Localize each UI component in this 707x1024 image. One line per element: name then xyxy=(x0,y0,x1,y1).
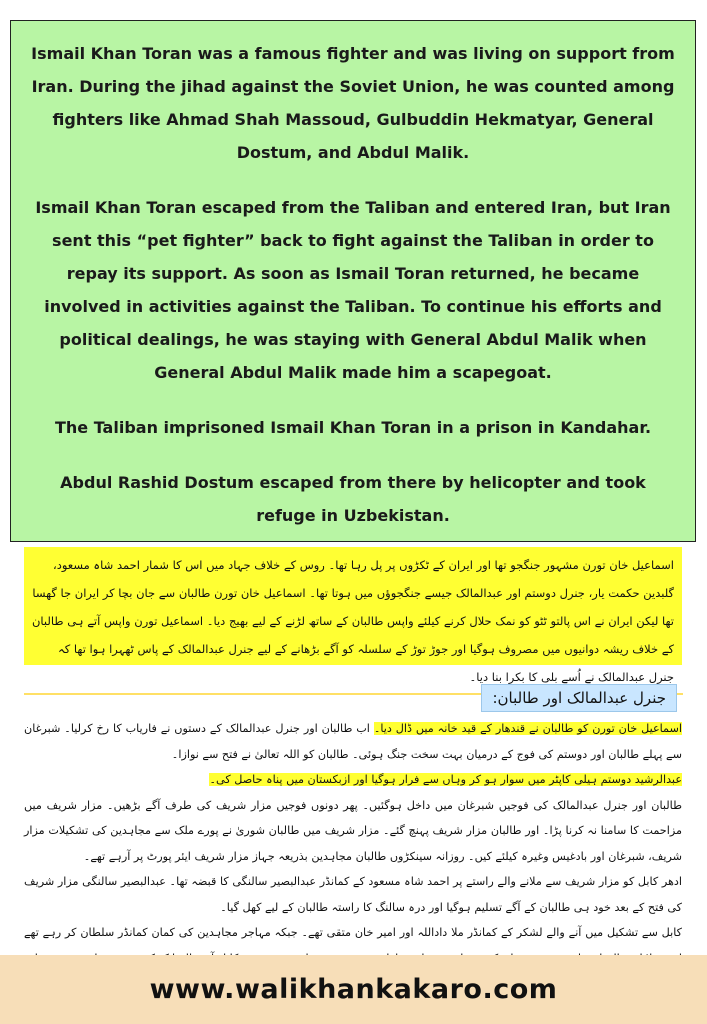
english-paragraph-4: Abdul Rashid Dostum escaped from there by helicopter and took refuge in Uzbekistan. xyxy=(60,473,646,525)
urdu-body-paragraph-3: طالبان اور جنرل عبدالمالک کی فوجیں شبرغان میں داخل ہوگئیں۔ پھر دونوں فوجیں مزار شریف کی طرف آگے بڑھیں۔ مزار شریف میں مزاحمت کا سامنا نہ کرنا پڑا۔ اور طالبان مزار شریف پہنچ گئے۔ مزار شریف میں طالبان شوریٰ نے پورے ملک سے مجاہدین کی تشکیلات مزار شریف، شبرغان اور بادغیس وغیرہ کیلئے کیں۔ روزانہ سینکڑوں طالبان مجاہدین بذریعہ جہاز مزار شریف ایئر پورٹ پر آرہے تھے۔ xyxy=(24,798,682,863)
urdu-body-paragraph-5: کابل سے تشکیل میں آنے والے لشکر کے کمانڈر ملا داداللہ اور امیر خان متقی تھے۔ جبکہ مہاجر مجاہدین کی کمان کمانڈر سلطان کر رہے تھے xyxy=(24,926,682,939)
english-paragraph-1: Ismail Khan Toran was a famous fighter and was living on support from Iran. During the jihad against the Soviet Union, he was counted among fighters like Ahmad Shah Massoud, Gulbuddin Hekmatyar, General Dostum, and Abdul Malik. xyxy=(31,44,675,162)
highlighted-sentence: اسماعیل خان تورن کو طالبان نے قندھار کے قید خانہ میں ڈال دیا۔ xyxy=(373,722,682,735)
footer-banner xyxy=(0,955,707,1024)
section-heading: جنرل عبدالمالک اور طالبان: xyxy=(481,684,677,712)
urdu-body-text: اب طالبان اور جنرل عبدالمالک کے دستوں نے فاریاب کا رخ کرلیا۔ شبرغان سے پہلے طالبان اور دوستم کی فوج کے درمیان بہت سخت جنگ ہوئی۔ طالبان کو اللہ تعالیٰ نے فتح سے نوازا۔ xyxy=(24,722,682,761)
english-summary-box xyxy=(10,20,696,542)
urdu-body-paragraph-1 xyxy=(24,716,682,767)
urdu-body-paragraph-2 xyxy=(24,767,682,793)
highlighted-sentence: عبدالرشید دوستم ہیلی کاپٹر میں سوار ہو کر وہاں سے فرار ہوگیا اور ازبکستان میں پناہ حاصل کی۔ xyxy=(209,773,682,786)
urdu-intro-highlight: اسماعیل خان تورن مشہور جنگجو تھا اور ایران کے ٹکڑوں پر پل رہا تھا۔ روس کے خلاف جہاد میں اس کا شمار احمد شاہ مسعود، گلبدین حکمت یار، جنرل دوستم اور عبدالمالک جیسے جنگجوؤں میں ہوتا تھا۔ اسماعیل خان تورن طالبان سے جان بچا کر ایران جا گھسا تھا لیکن ایران نے اس پالتو ٹٹو کو نمک حلال کرنے کیلئے واپس طالبان کے ساتھ لڑنے کے لیے بھیج دیا۔ اسماعیل تورن واپس آتے ہی طالبان کے خلاف ریشہ دوانیوں میں مصروف ہوگیا اور جوڑ توڑ کے سلسلہ کو آگے بڑھانے کے لیے جنرل عبدالمالک کے پاس ٹھہرا ہوا تھا کہ جنرل عبدالمالک نے اُسے بلی کا بکرا بنا دیا۔ xyxy=(24,547,682,665)
english-paragraph-2: Ismail Khan Toran escaped from the Taliban and entered Iran, but Iran sent this “pet fighter” back to fight against the Taliban in order to repay its support. As soon as Ismail Toran returned, he became involved in activities against the Taliban. To continue his efforts and political dealings, he was staying with General Abdul Malik when General Abdul Malik made him a scapegoat. xyxy=(35,198,671,382)
urdu-body-paragraph-4: ادھر کابل کو مزار شریف سے ملانے والے راستے پر احمد شاہ مسعود کے کمانڈر عبدالبصیر سالنگی کا قبضہ تھا۔ عبدالبصیر سالنگی مزار شریف کی فتح کے بعد خود ہی طالبان کے آگے تسلیم ہوگیا اور درہ سالنگ کا راستہ طالبان کے لیے کھل گیا۔ xyxy=(24,875,682,914)
english-paragraph-3: The Taliban imprisoned Ismail Khan Toran in a prison in Kandahar. xyxy=(54,418,652,437)
website-url[interactable]: www.walikhankakaro.com xyxy=(149,974,558,1005)
